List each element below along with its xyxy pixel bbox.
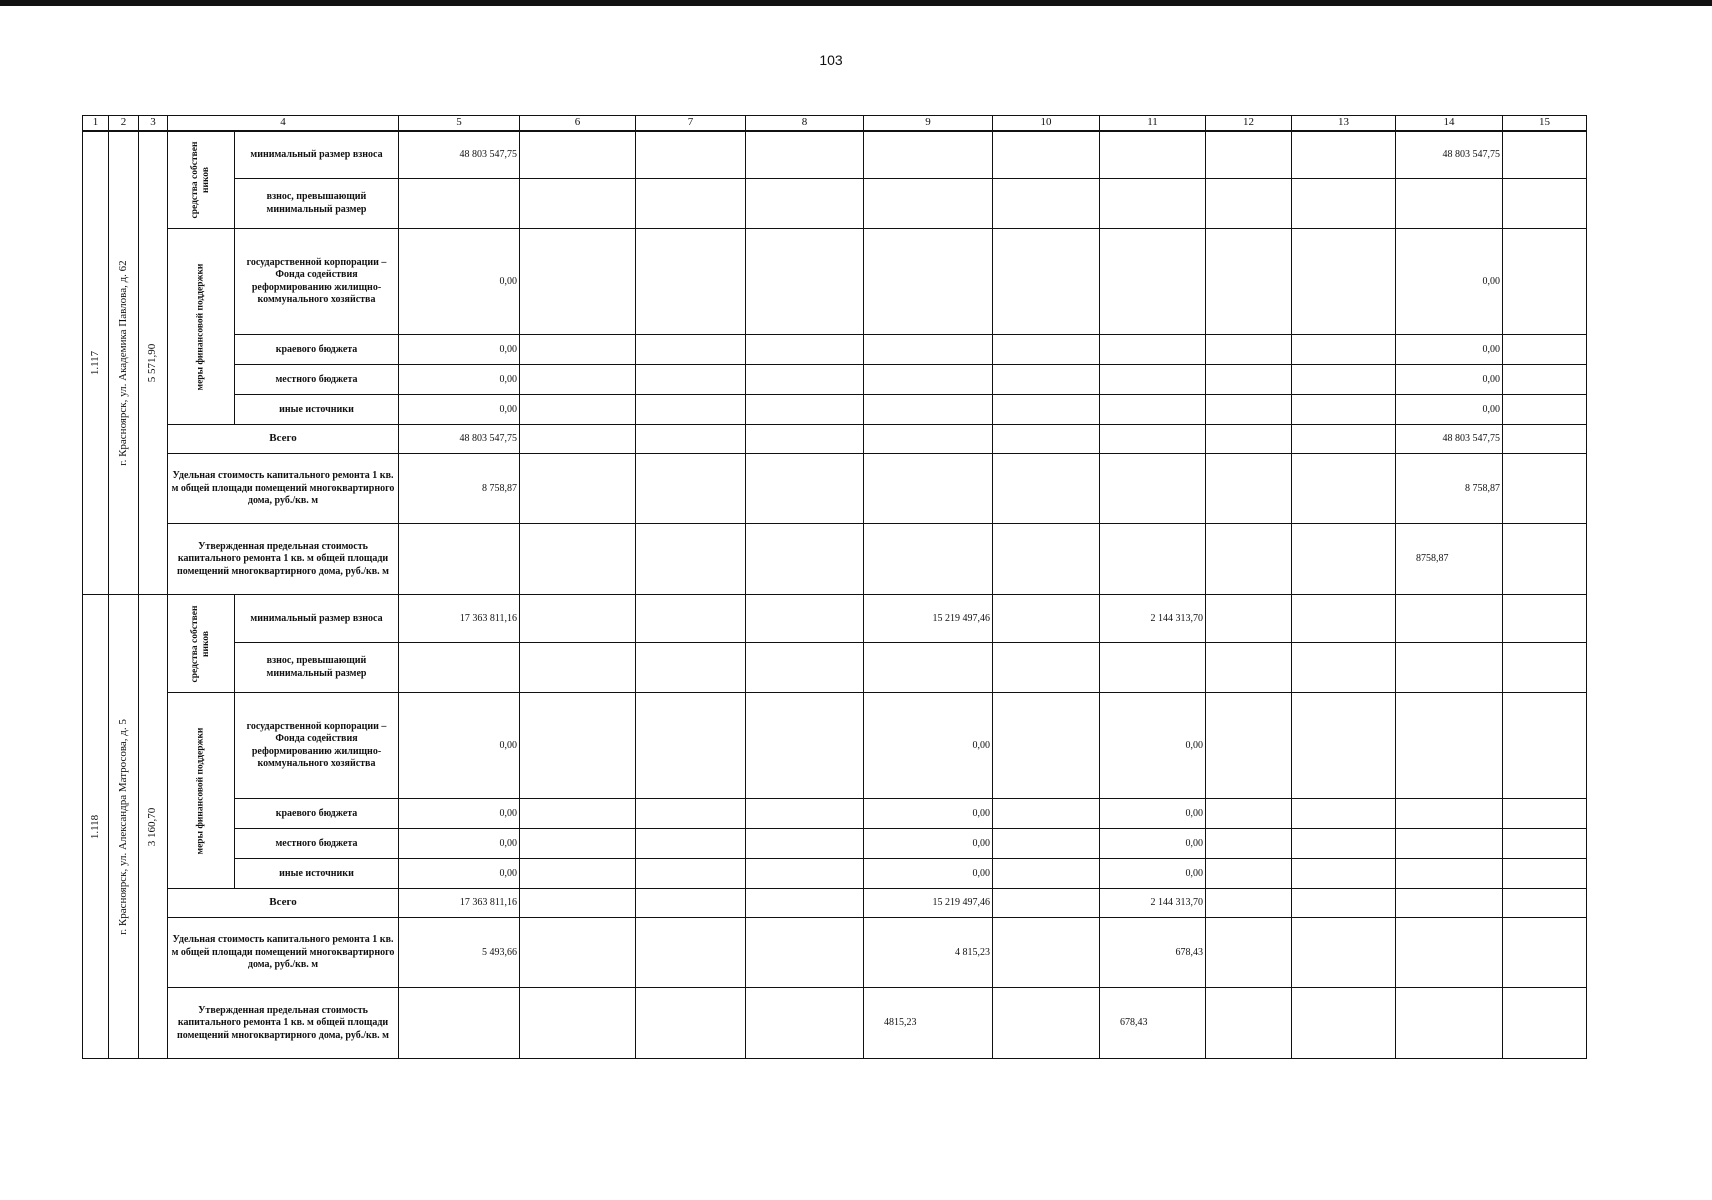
value-col14: [1396, 595, 1503, 643]
value-col5: 0,00: [399, 829, 520, 859]
empty-cell: [864, 179, 993, 229]
empty-cell: [1206, 524, 1292, 595]
value-col11: [1100, 395, 1206, 425]
empty-cell: [1206, 693, 1292, 799]
row-label: взнос, превышающий минимальный размер: [235, 643, 399, 693]
empty-cell: [520, 889, 636, 918]
capital-repair-table: [82, 115, 1587, 1059]
row-label: Всего: [168, 889, 399, 918]
row-over-fee: [83, 643, 1587, 693]
value-col11: [1100, 229, 1206, 335]
value-col9: 0,00: [864, 799, 993, 829]
value-col11: [1100, 454, 1206, 524]
empty-cell: [1503, 595, 1587, 643]
empty-cell: [520, 524, 636, 595]
area-cell: [139, 131, 168, 595]
value-col5: 17 363 811,16: [399, 889, 520, 918]
empty-cell: [1292, 229, 1396, 335]
empty-cell: [746, 799, 864, 829]
col-header: 6: [520, 116, 636, 131]
value-col9: 4815,23: [864, 988, 993, 1059]
value-col14: 8 758,87: [1396, 454, 1503, 524]
col-header: 13: [1292, 116, 1396, 131]
value-col14: [1396, 799, 1503, 829]
value-col11: [1100, 365, 1206, 395]
empty-cell: [1206, 395, 1292, 425]
value-col5: 0,00: [399, 395, 520, 425]
col-header: 11: [1100, 116, 1206, 131]
value-col14: [1396, 693, 1503, 799]
empty-cell: [399, 179, 520, 229]
empty-cell: [1396, 179, 1503, 229]
value-col14: 48 803 547,75: [1396, 425, 1503, 454]
row-label: местного бюджета: [235, 365, 399, 395]
empty-cell: [1292, 365, 1396, 395]
value-col11: 0,00: [1100, 829, 1206, 859]
value-col9: 15 219 497,46: [864, 595, 993, 643]
empty-cell: [993, 425, 1100, 454]
empty-cell: [399, 988, 520, 1059]
value-col5: 0,00: [399, 229, 520, 335]
row-label: Утвержденная предельная стоимость капитального ремонта 1 кв. м общей площади помещений многоквартирного дома, руб./кв. м: [168, 524, 399, 595]
value-col5: 48 803 547,75: [399, 425, 520, 454]
empty-cell: [1292, 335, 1396, 365]
empty-cell: [1292, 131, 1396, 179]
empty-cell: [1292, 859, 1396, 889]
value-col11: [1100, 425, 1206, 454]
support-measures-cell: [168, 693, 235, 889]
empty-cell: [1206, 335, 1292, 365]
row-local: [83, 829, 1587, 859]
empty-cell: [1503, 229, 1587, 335]
value-col9: 4 815,23: [864, 918, 993, 988]
empty-cell: [1292, 799, 1396, 829]
empty-cell: [1503, 918, 1587, 988]
empty-cell: [1503, 454, 1587, 524]
empty-cell: [1206, 425, 1292, 454]
empty-cell: [746, 365, 864, 395]
empty-cell: [520, 859, 636, 889]
value-col5: 0,00: [399, 693, 520, 799]
empty-cell: [993, 889, 1100, 918]
empty-cell: [1503, 131, 1587, 179]
empty-cell: [520, 365, 636, 395]
row-label: взнос, превышающий минимальный размер: [235, 179, 399, 229]
empty-cell: [520, 643, 636, 693]
empty-cell: [520, 454, 636, 524]
value-col5: 0,00: [399, 799, 520, 829]
empty-cell: [636, 365, 746, 395]
empty-cell: [1292, 395, 1396, 425]
value-col11: 0,00: [1100, 799, 1206, 829]
empty-cell: [1292, 829, 1396, 859]
empty-cell: [636, 918, 746, 988]
col-header: 8: [746, 116, 864, 131]
empty-cell: [1503, 693, 1587, 799]
empty-cell: [636, 799, 746, 829]
empty-cell: [993, 988, 1100, 1059]
value-col9: 0,00: [864, 829, 993, 859]
empty-cell: [1503, 988, 1587, 1059]
row-regional: [83, 799, 1587, 829]
row-other: [83, 859, 1587, 889]
owners-funds-label: средства собствен ников: [190, 141, 211, 219]
empty-cell: [1503, 829, 1587, 859]
col-header: 7: [636, 116, 746, 131]
empty-cell: [1100, 179, 1206, 229]
empty-cell: [1503, 365, 1587, 395]
row-min-fee: [83, 595, 1587, 643]
value-col9: [864, 454, 993, 524]
value-col14: 48 803 547,75: [1396, 131, 1503, 179]
empty-cell: [636, 595, 746, 643]
empty-cell: [746, 229, 864, 335]
empty-cell: [864, 643, 993, 693]
empty-cell: [1206, 889, 1292, 918]
empty-cell: [746, 693, 864, 799]
empty-cell: [520, 395, 636, 425]
empty-cell: [1206, 829, 1292, 859]
empty-cell: [993, 918, 1100, 988]
support-measures-cell: [168, 229, 235, 425]
row-unit-cost: [83, 918, 1587, 988]
empty-cell: [1292, 595, 1396, 643]
empty-cell: [1206, 643, 1292, 693]
support-measures-label: меры финансовой поддержки: [195, 263, 206, 391]
empty-cell: [1292, 179, 1396, 229]
empty-cell: [1206, 365, 1292, 395]
empty-cell: [636, 693, 746, 799]
empty-cell: [636, 988, 746, 1059]
building-block-1118: [83, 595, 1587, 1059]
row-total: [83, 425, 1587, 454]
empty-cell: [993, 131, 1100, 179]
address-cell: [109, 131, 139, 595]
col-header: 15: [1503, 116, 1587, 131]
empty-cell: [746, 454, 864, 524]
scan-top-band: [0, 0, 1712, 6]
empty-cell: [1206, 988, 1292, 1059]
empty-cell: [993, 799, 1100, 829]
empty-cell: [1503, 425, 1587, 454]
empty-cell: [520, 988, 636, 1059]
value-col14: 8758,87: [1396, 524, 1503, 595]
value-col11: 678,43: [1100, 988, 1206, 1059]
empty-cell: [1100, 643, 1206, 693]
empty-cell: [1206, 179, 1292, 229]
empty-cell: [1292, 918, 1396, 988]
empty-cell: [1503, 889, 1587, 918]
page-number: 103: [819, 52, 843, 68]
value-col14: [1396, 889, 1503, 918]
value-col14: [1396, 988, 1503, 1059]
empty-cell: [399, 524, 520, 595]
row-min-fee: [83, 131, 1587, 179]
empty-cell: [746, 595, 864, 643]
value-col11: 678,43: [1100, 918, 1206, 988]
empty-cell: [746, 889, 864, 918]
value-col9: [864, 335, 993, 365]
address-cell: [109, 595, 139, 1059]
empty-cell: [1206, 859, 1292, 889]
empty-cell: [993, 524, 1100, 595]
value-col11: 2 144 313,70: [1100, 595, 1206, 643]
value-col5: 5 493,66: [399, 918, 520, 988]
empty-cell: [636, 335, 746, 365]
empty-cell: [520, 335, 636, 365]
empty-cell: [636, 524, 746, 595]
row-label: краевого бюджета: [235, 335, 399, 365]
empty-cell: [1503, 524, 1587, 595]
empty-cell: [1503, 859, 1587, 889]
empty-cell: [746, 988, 864, 1059]
empty-cell: [520, 595, 636, 643]
total-area: 3 160,70: [146, 807, 159, 846]
row-label: Удельная стоимость капитального ремонта 1 кв. м общей площади помещений многоквартирного дома, руб./кв. м: [168, 454, 399, 524]
value-col11: 0,00: [1100, 859, 1206, 889]
empty-cell: [746, 829, 864, 859]
col-header: 2: [109, 116, 139, 131]
value-col14: 0,00: [1396, 229, 1503, 335]
empty-cell: [746, 524, 864, 595]
value-col14: 0,00: [1396, 335, 1503, 365]
item-number: 1.118: [88, 814, 101, 839]
value-col9: [864, 131, 993, 179]
value-col5: 0,00: [399, 859, 520, 889]
empty-cell: [520, 179, 636, 229]
empty-cell: [1396, 643, 1503, 693]
value-col9: [864, 395, 993, 425]
row-label: местного бюджета: [235, 829, 399, 859]
value-col9: [864, 524, 993, 595]
empty-cell: [1503, 335, 1587, 365]
empty-cell: [636, 229, 746, 335]
value-col14: 0,00: [1396, 365, 1503, 395]
item-number: 1.117: [88, 350, 101, 376]
empty-cell: [636, 131, 746, 179]
item-number-cell: [83, 131, 109, 595]
empty-cell: [1292, 693, 1396, 799]
empty-cell: [1206, 229, 1292, 335]
empty-cell: [520, 425, 636, 454]
empty-cell: [636, 889, 746, 918]
value-col5: 8 758,87: [399, 454, 520, 524]
empty-cell: [993, 829, 1100, 859]
empty-cell: [993, 229, 1100, 335]
empty-cell: [399, 643, 520, 693]
empty-cell: [520, 229, 636, 335]
value-col9: 0,00: [864, 859, 993, 889]
empty-cell: [1206, 131, 1292, 179]
empty-cell: [636, 395, 746, 425]
row-limit-cost: [83, 988, 1587, 1059]
empty-cell: [520, 829, 636, 859]
row-limit-cost: [83, 524, 1587, 595]
empty-cell: [1503, 799, 1587, 829]
empty-cell: [1206, 454, 1292, 524]
empty-cell: [1292, 643, 1396, 693]
row-label: иные источники: [235, 859, 399, 889]
empty-cell: [636, 425, 746, 454]
empty-cell: [1503, 179, 1587, 229]
value-col9: [864, 425, 993, 454]
col-header: 12: [1206, 116, 1292, 131]
value-col14: [1396, 859, 1503, 889]
row-fund: [83, 693, 1587, 799]
row-label: государственной корпорации – Фонда содействия реформированию жилищно-коммунального хозяйства: [235, 229, 399, 335]
row-fund: [83, 229, 1587, 335]
col-header: 9: [864, 116, 993, 131]
value-col5: 48 803 547,75: [399, 131, 520, 179]
empty-cell: [746, 859, 864, 889]
empty-cell: [993, 335, 1100, 365]
value-col5: 0,00: [399, 335, 520, 365]
empty-cell: [1292, 454, 1396, 524]
row-total: [83, 889, 1587, 918]
value-col5: 17 363 811,16: [399, 595, 520, 643]
empty-cell: [746, 335, 864, 365]
value-col11: [1100, 524, 1206, 595]
col-header: 3: [139, 116, 168, 131]
empty-cell: [746, 425, 864, 454]
empty-cell: [993, 179, 1100, 229]
value-col11: [1100, 131, 1206, 179]
row-label: иные источники: [235, 395, 399, 425]
empty-cell: [1503, 395, 1587, 425]
empty-cell: [993, 365, 1100, 395]
empty-cell: [1503, 643, 1587, 693]
col-header: 1: [83, 116, 109, 131]
row-local: [83, 365, 1587, 395]
empty-cell: [746, 131, 864, 179]
empty-cell: [1292, 425, 1396, 454]
empty-cell: [636, 829, 746, 859]
empty-cell: [636, 643, 746, 693]
owners-funds-cell: [168, 595, 235, 693]
empty-cell: [993, 454, 1100, 524]
empty-cell: [993, 643, 1100, 693]
row-label: Удельная стоимость капитального ремонта 1 кв. м общей площади помещений многоквартирного дома, руб./кв. м: [168, 918, 399, 988]
building-block-1117: [83, 131, 1587, 595]
empty-cell: [746, 395, 864, 425]
value-col14: 0,00: [1396, 395, 1503, 425]
empty-cell: [1206, 595, 1292, 643]
empty-cell: [1292, 889, 1396, 918]
address: г. Красноярск, ул. Академика Павлова, д. 62: [116, 260, 129, 466]
value-col14: [1396, 918, 1503, 988]
row-label: краевого бюджета: [235, 799, 399, 829]
empty-cell: [993, 693, 1100, 799]
empty-cell: [636, 859, 746, 889]
area-cell: [139, 595, 168, 1059]
row-label: Всего: [168, 425, 399, 454]
row-regional: [83, 335, 1587, 365]
value-col5: 0,00: [399, 365, 520, 395]
value-col9: [864, 229, 993, 335]
row-label: Утвержденная предельная стоимость капитального ремонта 1 кв. м общей площади помещений многоквартирного дома, руб./кв. м: [168, 988, 399, 1059]
empty-cell: [520, 918, 636, 988]
value-col9: [864, 365, 993, 395]
row-over-fee: [83, 179, 1587, 229]
owners-funds-cell: [168, 131, 235, 229]
empty-cell: [1206, 799, 1292, 829]
empty-cell: [636, 454, 746, 524]
empty-cell: [520, 131, 636, 179]
empty-cell: [520, 799, 636, 829]
column-number-row: [83, 116, 1587, 131]
empty-cell: [1292, 988, 1396, 1059]
item-number-cell: [83, 595, 109, 1059]
empty-cell: [1292, 524, 1396, 595]
col-header: 5: [399, 116, 520, 131]
support-measures-label: меры финансовой поддержки: [195, 727, 206, 855]
row-label: минимальный размер взноса: [235, 595, 399, 643]
empty-cell: [746, 179, 864, 229]
empty-cell: [746, 643, 864, 693]
col-header: 4: [168, 116, 399, 131]
value-col9: 15 219 497,46: [864, 889, 993, 918]
owners-funds-label: средства собствен ников: [190, 605, 211, 683]
value-col11: 0,00: [1100, 693, 1206, 799]
empty-cell: [993, 395, 1100, 425]
row-label: минимальный размер взноса: [235, 131, 399, 179]
row-unit-cost: [83, 454, 1587, 524]
value-col9: 0,00: [864, 693, 993, 799]
empty-cell: [636, 179, 746, 229]
value-col11: [1100, 335, 1206, 365]
value-col11: 2 144 313,70: [1100, 889, 1206, 918]
value-col14: [1396, 829, 1503, 859]
col-header: 10: [993, 116, 1100, 131]
row-other: [83, 395, 1587, 425]
empty-cell: [1206, 918, 1292, 988]
empty-cell: [520, 693, 636, 799]
empty-cell: [993, 595, 1100, 643]
address: г. Красноярск, ул. Александра Матросова, д. 5: [116, 718, 129, 935]
empty-cell: [746, 918, 864, 988]
total-area: 5 571,90: [146, 343, 159, 383]
empty-cell: [993, 859, 1100, 889]
row-label: государственной корпорации – Фонда содействия реформированию жилищно-коммунального хозяйства: [235, 693, 399, 799]
col-header: 14: [1396, 116, 1503, 131]
